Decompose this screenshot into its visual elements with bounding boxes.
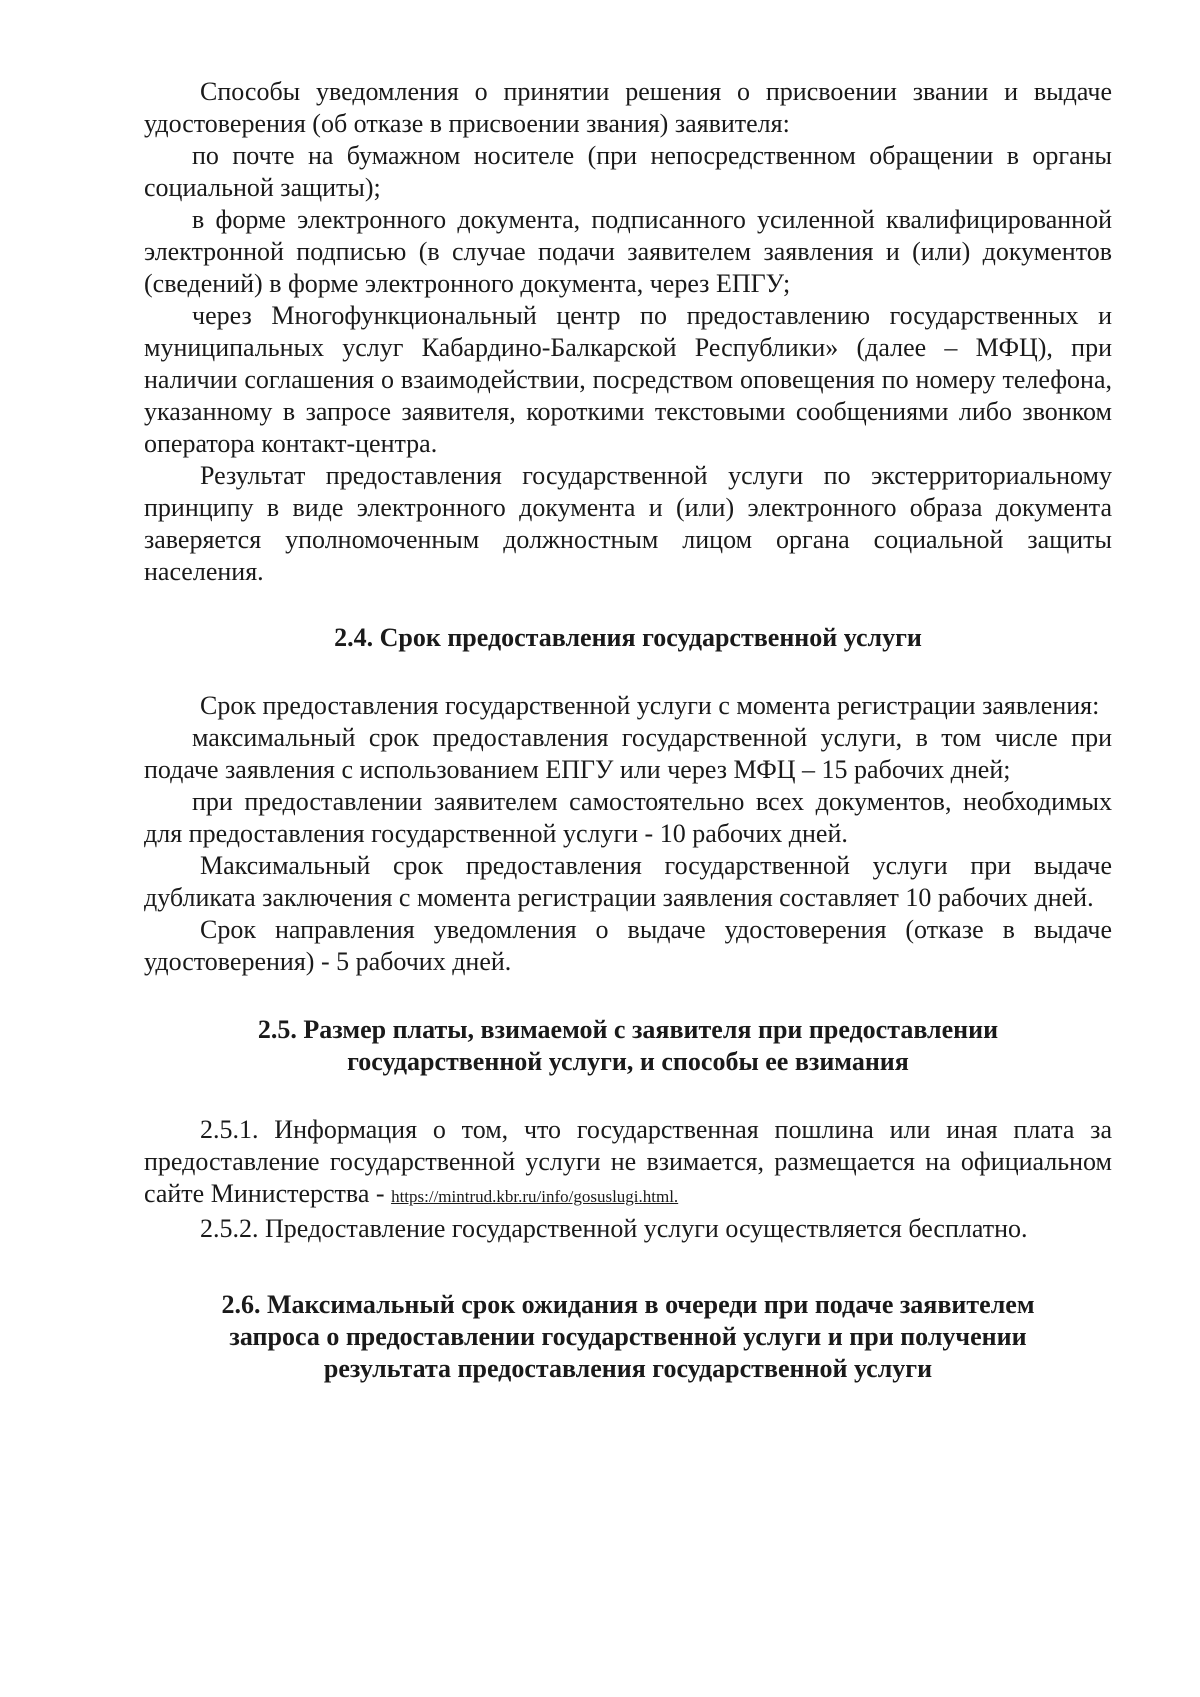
heading-section-2-6-line1: 2.6. Максимальный срок ожидания в очереди при подаче заявителем [221,1290,1035,1319]
heading-section-2-6-line3: результата предоставления государственной услуги [323,1354,933,1383]
paragraph-result-exterritorial: Результат предоставления государственной услуги по экстерриториальному принципу в виде электронного документа и (или) электронного образа документа заверяется уполномоченным должностным лицом органа социальной защиты населения. [144,461,1112,586]
paragraph-max-term: максимальный срок предоставления государственной услуги, в том числе при подаче заявления с использованием ЕПГУ или через МФЦ – 15 рабочих дней; [144,723,1112,784]
paragraph-term-intro: Срок предоставления государственной услуги с момента регистрации заявления: [200,691,1100,720]
paragraph-2-5-1-text: 2.5.1. Информация о том, что государственная пошлина или иная плата за предоставление государственной услуги не взимается, размещается на официальном сайте Министерства - [144,1115,1112,1208]
ministry-link[interactable]: https://mintrud.kbr.ru/info/gosuslugi.html. [391,1187,679,1206]
paragraph-electronic-document: в форме электронного документа, подписанного усиленной квалифицированной электронной подписью (в случае подачи заявителем заявления и (или) документов (сведений) в форме электронного документа, через ЕПГУ; [144,205,1112,298]
paragraph-notification-methods: Способы уведомления о принятии решения о присвоении звании и выдаче удостоверения (об отказе в присвоении звания) заявителя: [144,77,1112,138]
paragraph-2-5-1 [144,1114,1112,1213]
heading-section-2-5-line1: 2.5. Размер платы, взимаемой с заявителя при предоставлении [257,1015,999,1044]
heading-section-2-5-line2: государственной услуги, и способы ее взимания [347,1047,909,1076]
heading-section-2-5 [144,1014,1112,1078]
heading-section-2-4: 2.4. Срок предоставления государственной услуги [334,623,922,652]
paragraph-notification-term: Срок направления уведомления о выдаче удостоверения (отказе в выдаче удостоверения) - 5 рабочих дней. [144,915,1112,976]
paragraph-duplicate-term: Максимальный срок предоставления государственной услуги при выдаче дубликата заключения с момента регистрации заявления составляет 10 рабочих дней. [144,851,1112,912]
paragraph-mfc: через Многофункциональный центр по предоставлению государственных и муниципальных услуг Кабардино-Балкарской Республики» (далее – МФЦ), при наличии соглашения о взаимодействии, посредством оповещения по номеру телефона, указанному в запросе заявителя, короткими текстовыми сообщениями либо звонком оператора контакт-центра. [144,301,1112,458]
paragraph-2-5-2: 2.5.2. Предоставление государственной услуги осуществляется бесплатно. [200,1214,1028,1243]
paragraph-self-submission: при предоставлении заявителем самостоятельно всех документов, необходимых для предоставления государственной услуги - 10 рабочих дней. [144,787,1112,848]
document-body [144,76,1112,1385]
heading-section-2-6 [144,1289,1112,1385]
heading-section-2-6-line2: запроса о предоставлении государственной услуги и при получении [229,1322,1027,1351]
paragraph-by-mail: по почте на бумажном носителе (при непосредственном обращении в органы социальной защиты); [144,141,1112,202]
